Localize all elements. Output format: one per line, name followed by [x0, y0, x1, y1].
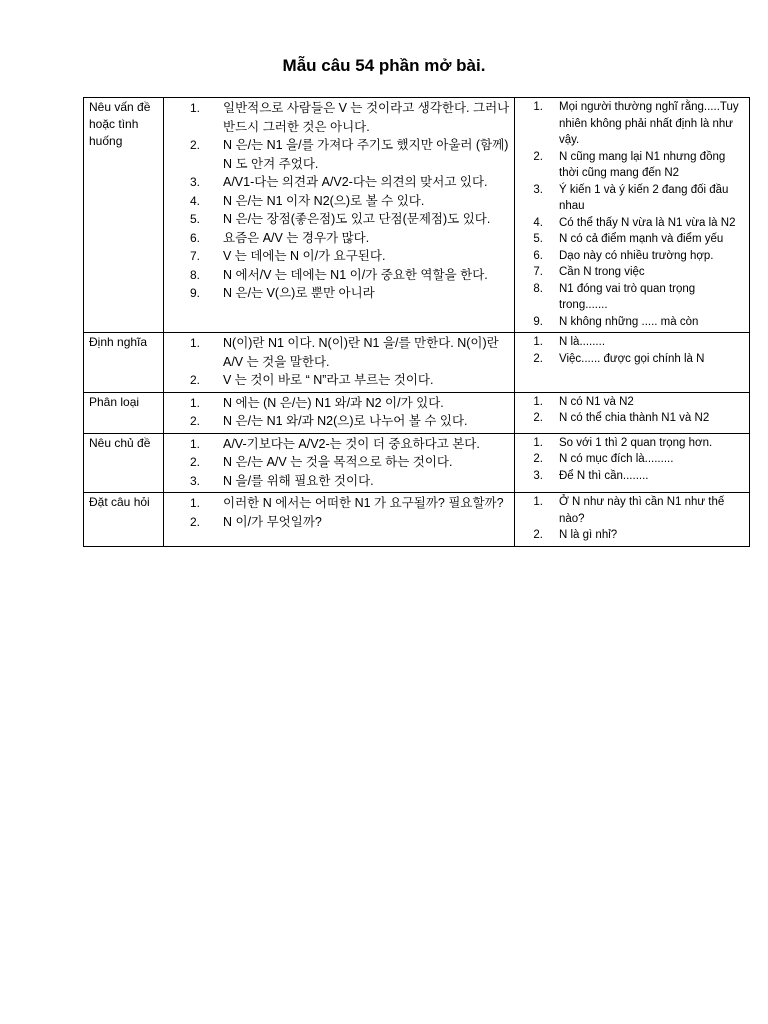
list-number: 2. [189, 514, 200, 529]
list-number: 5. [189, 212, 200, 226]
vietnamese-meaning-text: N có mục đích là......... [559, 453, 674, 465]
korean-pattern-text: N 에는 (N 은/는) N1 와/과 N2 이/가 있다. [223, 395, 444, 410]
list-item [172, 99, 510, 136]
vietnamese-meaning-text: Mọi người thường nghĩ rằng.....Tuy nhiên không phải nhất định là như vậy. [559, 101, 739, 146]
vietnamese-meaning-text: N có thể chia thành N1 và N2 [559, 412, 710, 424]
korean-pattern-cell [164, 392, 515, 433]
list-number: 2. [533, 150, 543, 163]
korean-pattern-cell [164, 433, 515, 493]
list-number: 1. [189, 336, 200, 350]
list-item [172, 334, 510, 371]
list-number: 2. [533, 529, 543, 541]
korean-pattern-text: N 이/가 무엇일까? [223, 514, 322, 529]
korean-pattern-list [172, 435, 510, 491]
list-number: 3. [189, 473, 200, 488]
vietnamese-meaning-text: Dạo này có nhiều trường hợp. [559, 249, 714, 262]
vietnamese-meaning-text: Để N thì cần........ [559, 469, 649, 482]
vietnamese-meaning-text: N có N1 và N2 [559, 395, 634, 408]
list-number: 2. [533, 352, 543, 365]
list-number: 7. [533, 266, 543, 278]
page-title: Mẫu câu 54 phần mở bài. [282, 56, 486, 75]
list-number: 1. [189, 395, 200, 410]
list-number: 6. [189, 230, 200, 245]
korean-pattern-list [172, 334, 510, 390]
korean-pattern-text: V 는 것이 바로 “ N”라고 부르는 것이다. [223, 373, 434, 387]
vietnamese-meaning-text: N1 đóng vai trò quan trọng trong....... [559, 282, 696, 311]
list-item [172, 453, 510, 472]
list-item [525, 149, 745, 182]
list-item [525, 435, 745, 452]
list-number: 2. [189, 455, 200, 469]
list-item [172, 435, 510, 454]
list-item [172, 229, 510, 248]
korean-pattern-text: N 은/는 V(으)로 뿐만 아니라 [223, 286, 375, 300]
list-item [172, 192, 510, 211]
vietnamese-meaning-text: N có cả điểm mạnh và điểm yếu [559, 233, 724, 245]
korean-pattern-text: N 은/는 N1 이자 N2(으)로 볼 수 있다. [223, 193, 425, 208]
korean-pattern-text: A/V1-다는 의견과 A/V2-다는 의견의 맞서고 있다. [223, 175, 488, 189]
korean-pattern-text: N(이)란 N1 이다. N(이)란 N1 을/를 만한다. N(이)란 A/V 는 것을 말한다. [223, 336, 499, 369]
korean-pattern-text: N 에서/V 는 데에는 N1 이/가 중요한 역할을 한다. [223, 267, 488, 282]
list-item [525, 451, 745, 468]
list-item [172, 412, 510, 431]
list-item [525, 527, 745, 544]
korean-pattern-text: A/V-기보다는 A/V2-는 것이 더 중요하다고 본다. [223, 436, 480, 451]
table-row [84, 493, 750, 547]
korean-pattern-text: 일반적으로 사람들은 V 는 것이라고 생각한다. 그러나 반드시 그러한 것은 아니다. [223, 101, 510, 134]
korean-pattern-cell [164, 98, 515, 333]
list-item [525, 351, 745, 368]
list-number: 2. [189, 138, 200, 152]
korean-pattern-text: 이러한 N 에서는 어떠한 N1 가 요구될까? 필요할까? [223, 496, 504, 510]
list-item [172, 284, 510, 303]
list-number: 1. [533, 436, 543, 449]
list-item [525, 248, 745, 265]
vietnamese-meaning-cell [515, 433, 750, 493]
korean-pattern-text: N 은/는 장점(좋은점)도 있고 단점(문제점)도 있다. [223, 212, 491, 226]
korean-pattern-list [172, 394, 510, 431]
list-item [172, 394, 510, 413]
list-number: 9. [189, 286, 200, 300]
list-number: 2. [533, 412, 543, 424]
list-item [525, 215, 745, 232]
korean-pattern-cell [164, 333, 515, 393]
list-number: 1. [189, 101, 200, 115]
korean-pattern-text: N 은/는 A/V 는 것을 목적으로 하는 것이다. [223, 455, 453, 469]
korean-pattern-list [172, 494, 510, 531]
vietnamese-meaning-text: N không những ..... mà còn [559, 315, 699, 328]
list-number: 2. [189, 414, 200, 428]
korean-pattern-text: V 는 데에는 N 이/가 요구된다. [223, 249, 386, 263]
list-item [525, 468, 745, 485]
vietnamese-meaning-list [525, 334, 745, 367]
korean-pattern-list [172, 99, 510, 303]
list-number: 1. [533, 101, 543, 113]
vietnamese-meaning-text: Ở N như này thì cần N1 như thế nào? [559, 496, 725, 525]
list-item [172, 494, 510, 513]
category-cell: Nêu chủ đề [84, 433, 164, 493]
list-item [525, 334, 745, 351]
vietnamese-meaning-cell [515, 98, 750, 333]
vietnamese-meaning-text: N cũng mang lại N1 nhưng đồng thời cũng mang đến N2 [559, 150, 726, 179]
table-row [84, 392, 750, 433]
list-number: 4. [533, 216, 543, 229]
korean-pattern-text: N 은/는 N1 을/를 가져다 주기도 했지만 아울러 (함께) N 도 안겨 주었다. [223, 138, 509, 171]
list-item [525, 410, 745, 427]
list-item [172, 513, 510, 532]
vietnamese-meaning-text: So với 1 thì 2 quan trọng hơn. [559, 436, 713, 449]
category-cell: Nêu vấn đề hoặc tình huống [84, 98, 164, 333]
vietnamese-meaning-list [525, 99, 745, 330]
vietnamese-meaning-cell [515, 333, 750, 393]
list-number: 3. [533, 469, 543, 482]
list-item [172, 266, 510, 285]
list-item [172, 371, 510, 390]
list-item [525, 182, 745, 215]
list-item [525, 314, 745, 331]
vietnamese-meaning-cell [515, 493, 750, 547]
list-item [172, 247, 510, 266]
list-number: 1. [189, 436, 200, 451]
vietnamese-meaning-text: Có thể thấy N vừa là N1 vừa là N2 [559, 216, 736, 229]
list-number: 9. [533, 315, 543, 328]
vietnamese-meaning-text: Việc...... được gọi chính là N [559, 352, 705, 365]
vietnamese-meaning-text: Cần N trong việc [559, 266, 645, 278]
table-row [84, 433, 750, 493]
list-item [172, 173, 510, 192]
list-number: 6. [533, 249, 543, 262]
list-number: 4. [189, 193, 200, 208]
korean-pattern-text: N 을/를 위해 필요한 것이다. [223, 473, 374, 488]
category-cell: Phân loại [84, 392, 164, 433]
korean-pattern-cell [164, 493, 515, 547]
list-item [172, 210, 510, 229]
vietnamese-meaning-cell [515, 392, 750, 433]
korean-pattern-text: N 은/는 N1 와/과 N2(으)로 나누어 볼 수 있다. [223, 414, 468, 428]
korean-pattern-text: 요즘은 A/V 는 경우가 많다. [223, 230, 370, 245]
vietnamese-meaning-text: N là........ [559, 336, 606, 348]
list-number: 2. [189, 373, 200, 387]
list-item [525, 264, 745, 281]
list-number: 8. [533, 282, 543, 295]
vietnamese-meaning-text: N là gì nhỉ? [559, 529, 618, 541]
list-number: 1. [533, 336, 543, 348]
list-number: 1. [189, 496, 200, 510]
list-item [525, 281, 745, 314]
table-row [84, 98, 750, 333]
list-item [525, 494, 745, 527]
list-number: 3. [189, 175, 200, 189]
vietnamese-meaning-list [525, 435, 745, 485]
vietnamese-meaning-list [525, 494, 745, 544]
vietnamese-meaning-text: Ý kiến 1 và ý kiến 2 đang đối đầu nhau [559, 183, 729, 212]
table-row [84, 333, 750, 393]
list-item [525, 231, 745, 248]
list-number: 8. [189, 267, 200, 282]
list-number: 1. [533, 395, 543, 408]
list-item [172, 472, 510, 491]
list-number: 3. [533, 183, 543, 196]
list-item [172, 136, 510, 173]
list-item [525, 99, 745, 149]
category-cell: Định nghĩa [84, 333, 164, 393]
list-number: 1. [533, 496, 543, 508]
phrase-table [83, 97, 750, 547]
list-number: 7. [189, 249, 200, 263]
list-item [525, 394, 745, 411]
category-cell: Đặt câu hỏi [84, 493, 164, 547]
list-number: 2. [533, 453, 543, 465]
vietnamese-meaning-list [525, 394, 745, 427]
list-number: 5. [533, 233, 543, 245]
